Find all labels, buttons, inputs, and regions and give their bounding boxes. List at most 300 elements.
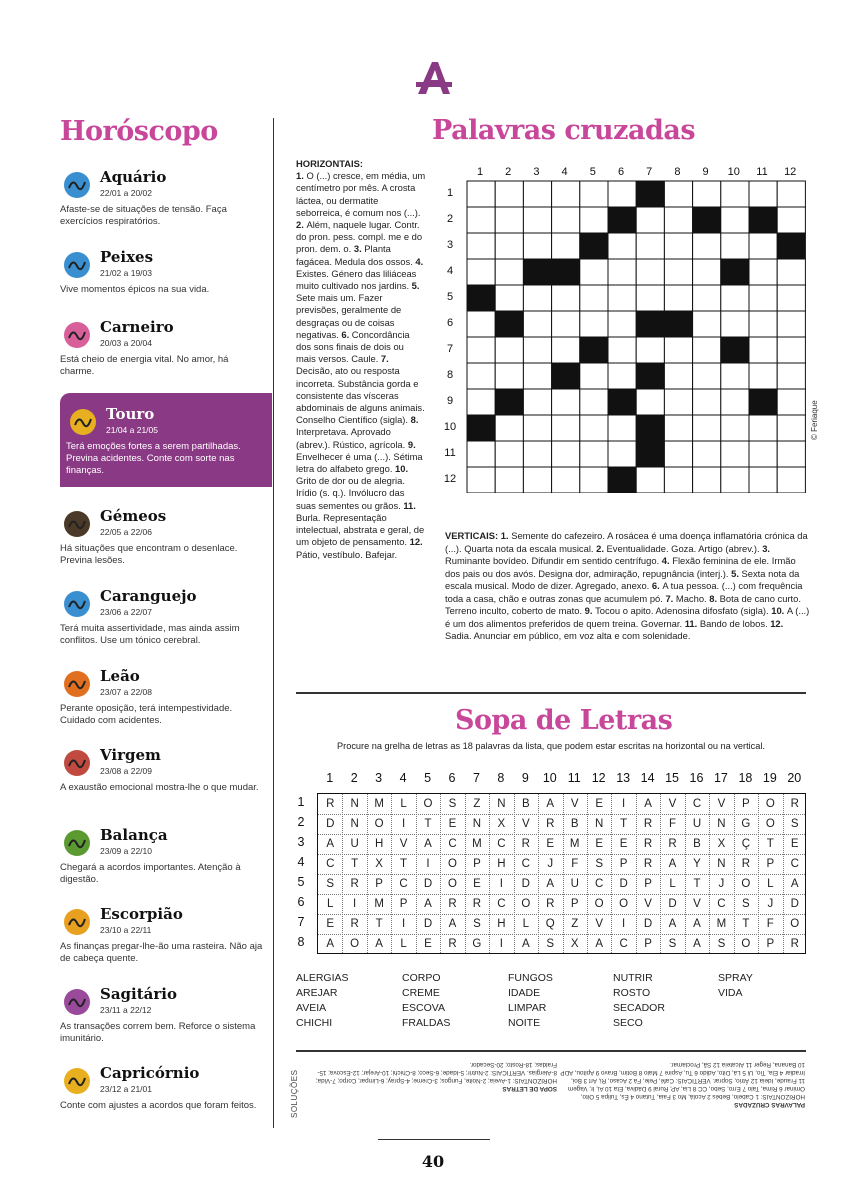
crossword-cell[interactable]	[664, 181, 692, 207]
wordsearch-letter[interactable]: I	[401, 818, 406, 830]
crossword-cell[interactable]	[552, 415, 580, 441]
wordsearch-letter[interactable]: L	[669, 878, 676, 890]
wordsearch-letter[interactable]: S	[790, 818, 799, 830]
wordsearch-letter[interactable]: R	[350, 878, 359, 890]
wordsearch-letter[interactable]: P	[644, 938, 652, 950]
wordsearch-letter[interactable]: I	[499, 878, 503, 890]
crossword-cell[interactable]	[777, 311, 805, 337]
crossword-cell[interactable]	[495, 207, 523, 233]
wordsearch-letter[interactable]: I	[353, 898, 357, 910]
wordsearch-letter[interactable]: A	[448, 918, 457, 930]
wordsearch-letter[interactable]: N	[497, 798, 506, 810]
crossword-cell[interactable]	[777, 207, 805, 233]
crossword-cell[interactable]	[580, 207, 608, 233]
wordsearch-letter[interactable]: V	[644, 898, 652, 910]
wordsearch-letter[interactable]: J	[718, 878, 725, 890]
crossword-cell[interactable]	[523, 233, 551, 259]
wordsearch-letter[interactable]: O	[374, 818, 384, 830]
crossword-cell[interactable]	[523, 467, 551, 493]
wordsearch-letter[interactable]: D	[521, 878, 530, 890]
wordsearch-letter[interactable]: C	[692, 798, 702, 810]
crossword-cell[interactable]	[721, 181, 749, 207]
wordsearch-letter[interactable]: B	[693, 838, 701, 850]
wordsearch-letter[interactable]: O	[447, 858, 457, 870]
crossword-cell[interactable]	[664, 363, 692, 389]
crossword-cell[interactable]	[721, 389, 749, 415]
crossword-cell[interactable]	[749, 363, 777, 389]
wordsearch-letter[interactable]: S	[595, 858, 603, 870]
wordsearch-letter[interactable]: T	[400, 858, 408, 870]
clue-text: Eventualidade. Goza. Artigo (abrev.).	[606, 542, 760, 554]
wordsearch-letter[interactable]: P	[399, 898, 408, 910]
wordsearch-letter[interactable]: T	[742, 918, 750, 930]
crossword-cell[interactable]	[552, 337, 580, 363]
crossword-cell[interactable]	[580, 181, 608, 207]
wordsearch-letter[interactable]: A	[521, 938, 530, 950]
crossword-cell[interactable]	[721, 233, 749, 259]
crossword-cell[interactable]	[749, 259, 777, 285]
crossword-cell[interactable]	[467, 207, 495, 233]
aquarius-icon	[60, 168, 94, 202]
wordsearch-letter[interactable]: C	[790, 858, 799, 870]
crossword-cell[interactable]	[636, 285, 664, 311]
crossword-cell[interactable]	[693, 363, 721, 389]
crossword-cell[interactable]	[608, 181, 636, 207]
crossword-cell[interactable]	[749, 415, 777, 441]
wordsearch-letter[interactable]: S	[546, 938, 555, 950]
wordsearch-letter[interactable]: X	[570, 938, 579, 950]
wordsearch-letter[interactable]: H	[374, 838, 384, 850]
wordsearch-letter[interactable]: R	[472, 898, 482, 910]
crossword-cell[interactable]	[693, 311, 721, 337]
crossword-cell[interactable]	[608, 233, 636, 259]
crossword-cell[interactable]	[580, 259, 608, 285]
crossword-cell[interactable]	[693, 441, 721, 467]
crossword-cell[interactable]	[495, 233, 523, 259]
crossword-cell[interactable]	[467, 259, 495, 285]
crossword-cell[interactable]	[636, 389, 664, 415]
crossword-row-number: 1	[446, 187, 454, 199]
wordsearch-letter[interactable]: C	[399, 878, 408, 890]
sign-text: Conte com ajustes a acordos que foram feitos.	[60, 1100, 257, 1111]
crossword-cell[interactable]	[664, 259, 692, 285]
crossword-cell[interactable]	[749, 181, 777, 207]
wordsearch-letter[interactable]: G	[741, 818, 751, 830]
wordsearch-letter[interactable]: O	[423, 798, 433, 810]
crossword-cell[interactable]	[608, 285, 636, 311]
crossword-cell[interactable]	[608, 311, 636, 337]
wordsearch-letter[interactable]: N	[717, 818, 726, 830]
wordsearch-grid[interactable]	[317, 793, 806, 954]
wordsearch-letter[interactable]: C	[717, 898, 726, 910]
crossword-cell[interactable]	[580, 415, 608, 441]
wordsearch-letter[interactable]: E	[424, 938, 432, 950]
crossword-cell[interactable]	[552, 181, 580, 207]
wordsearch-letter[interactable]: T	[351, 858, 359, 870]
sign-dates: 23/07 a 22/08	[100, 687, 152, 697]
wordsearch-letter[interactable]: T	[693, 878, 701, 890]
crossword-cell[interactable]	[467, 337, 495, 363]
wordsearch-letter[interactable]: O	[619, 898, 629, 910]
wordsearch-letter[interactable]: V	[717, 798, 726, 810]
crossword-cell[interactable]	[749, 337, 777, 363]
wordsearch-letter[interactable]: C	[619, 938, 628, 950]
crossword-cell[interactable]	[495, 441, 523, 467]
crossword-cell[interactable]	[777, 259, 805, 285]
wordsearch-letter[interactable]: I	[622, 798, 626, 810]
crossword-cell[interactable]	[495, 467, 523, 493]
crossword-cell[interactable]	[664, 389, 692, 415]
wordsearch-letter[interactable]: D	[668, 898, 677, 910]
wordsearch-letter[interactable]: D	[619, 878, 628, 890]
wordsearch-letter[interactable]: A	[644, 798, 652, 810]
wordsearch-letter[interactable]: X	[717, 838, 726, 850]
crossword-cell[interactable]	[580, 311, 608, 337]
wordsearch-letter[interactable]: U	[570, 878, 579, 890]
wordsearch-letter[interactable]: N	[472, 818, 482, 830]
wordsearch-letter[interactable]: C	[497, 898, 506, 910]
wordsearch-letter[interactable]: F	[669, 818, 677, 830]
wordsearch-letter[interactable]: C	[595, 878, 604, 890]
crossword-cell[interactable]	[749, 467, 777, 493]
clue-text: Planta fagácea. Medula dos ossos.	[296, 243, 413, 267]
clue-number: 10.	[392, 463, 409, 475]
wordsearch-letter[interactable]: Z	[473, 798, 481, 810]
wordsearch-letter[interactable]: D	[790, 898, 799, 910]
crossword-cell[interactable]	[495, 181, 523, 207]
crossword-grid[interactable]	[466, 180, 806, 493]
crossword-solutions-text: HORIZONTAIS: 1 Cabelo, Bebés 2 Acolá, Mo 3 Faia, Tutano 4 És, Tulipa 5 Oito, Ominar 6 Rima, Talo 7 Erro, Sebo, CC 8 Lia, AP, Rural 9 Dádiva, Eta 10 Ai, Ir, Vagem 11 Fraude, Ideia 12 Átrio, Soprar. VERTICAIS: Café, Pele, Fá 2 Acaso, Ri, Art 3 Boi, Irradiar 4 Ela, Tio, Ui 5 Lá, Dito, Adido 6 Tu, Aspire 7 Malo 8 Botim, Bravo 9 Apitou, ADP 10 Banana, Reger 11 Alcateia 12 Sã, Proclamar.	[560, 1061, 805, 1100]
wordsearch-letter[interactable]: U	[350, 838, 359, 850]
wordsearch-letter[interactable]: V	[693, 898, 701, 910]
wordsearch-letter[interactable]: X	[497, 818, 506, 830]
wordsearch-letter[interactable]: O	[521, 898, 531, 910]
sign-name: Virgem	[100, 746, 161, 764]
wordsearch-letter[interactable]: E	[448, 818, 457, 830]
crossword-cell[interactable]	[636, 337, 664, 363]
wordsearch-letter[interactable]: A	[595, 938, 603, 950]
wordsearch-letter[interactable]: O	[447, 878, 457, 890]
crossword-cell[interactable]	[495, 337, 523, 363]
crossword-cell[interactable]	[495, 415, 523, 441]
wordsearch-letter[interactable]: R	[790, 938, 799, 950]
wordsearch-letter[interactable]: P	[473, 858, 481, 870]
wordsearch-letter[interactable]: A	[375, 938, 383, 950]
wordsearch-letter[interactable]: Z	[571, 918, 579, 930]
wordsearch-letter[interactable]: M	[716, 918, 727, 930]
crossword-cell[interactable]	[693, 233, 721, 259]
wordsearch-letter[interactable]: R	[546, 818, 555, 830]
wordsearch-letter[interactable]: N	[717, 858, 726, 870]
wordsearch-letter[interactable]: E	[473, 878, 481, 890]
crossword-cell[interactable]	[749, 441, 777, 467]
crossword-cell[interactable]	[552, 441, 580, 467]
wordsearch-letter[interactable]: C	[497, 838, 506, 850]
crossword-cell[interactable]	[523, 311, 551, 337]
wordsearch-letter[interactable]: R	[448, 898, 457, 910]
crossword-cell[interactable]	[693, 337, 721, 363]
crossword-cell[interactable]	[777, 415, 805, 441]
crossword-cell[interactable]	[523, 181, 551, 207]
wordsearch-letter[interactable]: L	[767, 878, 774, 890]
wordsearch-letter[interactable]: V	[595, 918, 603, 930]
crossword-cell[interactable]	[721, 285, 749, 311]
crossword-cell[interactable]	[552, 207, 580, 233]
wordsearch-letter[interactable]: I	[499, 938, 503, 950]
wordsearch-letter[interactable]: P	[742, 798, 750, 810]
wordsearch-letter[interactable]: O	[765, 798, 775, 810]
wordsearch-letter[interactable]: P	[766, 858, 775, 870]
wordsearch-letter[interactable]: F	[766, 918, 774, 930]
crossword-cell[interactable]	[664, 207, 692, 233]
wordsearch-letter[interactable]: E	[326, 918, 335, 930]
crossword-cell[interactable]	[552, 285, 580, 311]
wordsearch-letter[interactable]: R	[741, 858, 751, 870]
wordsearch-letter[interactable]: Ç	[741, 838, 751, 850]
wordsearch-letter[interactable]: F	[571, 858, 579, 870]
wordsearch-letter[interactable]: A	[546, 798, 555, 810]
crossword-cell[interactable]	[608, 415, 636, 441]
wordsearch-letter[interactable]: E	[595, 838, 603, 850]
wordsearch-letter[interactable]: L	[400, 938, 407, 950]
crossword-cell[interactable]	[721, 363, 749, 389]
wordsearch-letter[interactable]: R	[643, 858, 653, 870]
crossword-cell[interactable]	[608, 259, 636, 285]
wordsearch-letter[interactable]: R	[668, 838, 677, 850]
pisces-icon	[60, 248, 94, 282]
wordsearch-letter[interactable]: D	[423, 878, 433, 890]
wordsearch-letter[interactable]: S	[473, 918, 481, 930]
wordsearch-letter[interactable]: O	[741, 938, 751, 950]
wordsearch-letter[interactable]: B	[521, 798, 530, 810]
wordsearch-letter[interactable]: J	[767, 898, 774, 910]
wordsearch-letter[interactable]: T	[620, 818, 628, 830]
crossword-cell[interactable]	[523, 207, 551, 233]
crossword-credit: © Feriaque	[810, 400, 819, 440]
crossword-cell[interactable]	[467, 181, 495, 207]
crossword-cell[interactable]	[721, 207, 749, 233]
crossword-cell[interactable]	[777, 363, 805, 389]
crossword-cell[interactable]	[777, 181, 805, 207]
wordsearch-letter[interactable]: V	[521, 818, 530, 830]
wordsearch-letter[interactable]: D	[643, 918, 653, 930]
wordsearch-letter[interactable]: V	[570, 798, 579, 810]
wordsearch-letter[interactable]: N	[595, 818, 604, 830]
wordsearch-letter[interactable]: R	[350, 918, 359, 930]
wordsearch-letter[interactable]: A	[326, 838, 335, 850]
crossword-cell[interactable]	[523, 415, 551, 441]
wordsearch-letter[interactable]: P	[375, 878, 383, 890]
crossword-cell[interactable]	[580, 467, 608, 493]
wordsearch-letter[interactable]: R	[643, 838, 653, 850]
wordsearch-letter[interactable]: V	[399, 838, 408, 850]
wordsearch-letter[interactable]: M	[569, 838, 580, 850]
wordsearch-letter[interactable]: A	[693, 938, 701, 950]
wordsearch-letter[interactable]: H	[497, 858, 506, 870]
crossword-cell[interactable]	[777, 285, 805, 311]
crossword-cell[interactable]	[608, 337, 636, 363]
crossword-cell[interactable]	[749, 311, 777, 337]
crossword-cell[interactable]	[749, 285, 777, 311]
crossword-cell[interactable]	[467, 311, 495, 337]
wordsearch-letter[interactable]: O	[350, 938, 360, 950]
wordsearch-letter[interactable]: S	[717, 938, 726, 950]
wordsearch-letter[interactable]: S	[326, 878, 335, 890]
crossword-cell[interactable]	[721, 441, 749, 467]
crossword-cell[interactable]	[636, 467, 664, 493]
wordsearch-letter[interactable]: R	[643, 818, 653, 830]
wordsearch-letter[interactable]: E	[619, 838, 628, 850]
crossword-cell[interactable]	[580, 389, 608, 415]
wordsearch-letter[interactable]: S	[668, 938, 677, 950]
crossword-cell[interactable]	[721, 311, 749, 337]
crossword-cell[interactable]	[467, 233, 495, 259]
crossword-cell[interactable]	[636, 207, 664, 233]
leo-icon	[60, 667, 94, 701]
wordsearch-letter[interactable]: X	[375, 858, 383, 870]
wordsearch-letter[interactable]: N	[350, 798, 359, 810]
wordsearch-letter[interactable]: O	[741, 878, 751, 890]
crossword-cell[interactable]	[552, 233, 580, 259]
crossword-cell[interactable]	[777, 337, 805, 363]
crossword-cell[interactable]	[693, 181, 721, 207]
clue-text: Grito de dor ou de alegria. Irídio (s. q.). Invólucro das suas sementes ou grãos.	[296, 475, 405, 511]
wordsearch-letter[interactable]: A	[326, 938, 335, 950]
crossword-cell[interactable]	[523, 337, 551, 363]
wordsearch-letter[interactable]: V	[668, 798, 677, 810]
wordsearch-letter[interactable]: O	[790, 918, 800, 930]
wordsearch-letter[interactable]: L	[400, 798, 407, 810]
crossword-cell[interactable]	[777, 467, 805, 493]
wordsearch-letter[interactable]: L	[327, 898, 334, 910]
crossword-cell[interactable]	[721, 467, 749, 493]
wordsearch-letter[interactable]: C	[448, 838, 457, 850]
crossword-cell[interactable]	[636, 233, 664, 259]
wordsearch-letter[interactable]: C	[521, 858, 530, 870]
crossword-cell[interactable]	[523, 441, 551, 467]
crossword-cell[interactable]	[693, 467, 721, 493]
crossword-cell[interactable]	[664, 285, 692, 311]
wordsearch-letter[interactable]: A	[546, 878, 555, 890]
wordsearch-letter[interactable]: O	[594, 898, 604, 910]
crossword-cell[interactable]	[693, 389, 721, 415]
wordsearch-letter[interactable]: P	[766, 938, 775, 950]
wordsearch-letter[interactable]: S	[448, 798, 457, 810]
wordsearch-letter[interactable]: B	[570, 818, 579, 830]
crossword-cell[interactable]	[495, 285, 523, 311]
word-list-column	[718, 971, 753, 1001]
crossword-cell[interactable]	[467, 441, 495, 467]
crossword-cell[interactable]	[664, 415, 692, 441]
wordsearch-letter[interactable]: R	[521, 838, 530, 850]
wordsearch-letter[interactable]: Q	[545, 918, 555, 930]
wordsearch-letter[interactable]: R	[448, 938, 457, 950]
crossword-cell[interactable]	[523, 363, 551, 389]
crossword-cell[interactable]	[749, 233, 777, 259]
crossword-cell[interactable]	[552, 467, 580, 493]
crossword-cell[interactable]	[777, 389, 805, 415]
crossword-cell[interactable]	[495, 259, 523, 285]
wordsearch-letter[interactable]: P	[619, 858, 628, 870]
crossword-cell[interactable]	[664, 441, 692, 467]
wordsearch-letter[interactable]: E	[595, 798, 603, 810]
crossword-cell[interactable]	[467, 389, 495, 415]
wordsearch-letter[interactable]: A	[790, 878, 799, 890]
crossword-cell[interactable]	[467, 467, 495, 493]
crossword-cell[interactable]	[580, 363, 608, 389]
wordsearch-letter[interactable]: Y	[693, 858, 701, 870]
crossword-cell[interactable]	[608, 441, 636, 467]
wordsearch-letter[interactable]: U	[692, 818, 702, 830]
wordsearch-letter[interactable]: A	[668, 918, 677, 930]
crossword-cell[interactable]	[664, 337, 692, 363]
wordsearch-letter[interactable]: D	[423, 918, 433, 930]
crossword-cell[interactable]	[523, 389, 551, 415]
crossword-cell[interactable]	[721, 415, 749, 441]
horoscope-title: Horóscopo	[60, 116, 218, 147]
wordsearch-letter[interactable]: I	[401, 918, 406, 930]
crossword-cell[interactable]	[693, 285, 721, 311]
crossword-cell[interactable]	[693, 259, 721, 285]
wordsearch-letter[interactable]: A	[424, 838, 432, 850]
crossword-cell[interactable]	[495, 363, 523, 389]
crossword-black-cell	[495, 389, 523, 415]
wordsearch-letter[interactable]: T	[424, 818, 432, 830]
crossword-cell[interactable]	[664, 233, 692, 259]
crossword-cell[interactable]	[777, 441, 805, 467]
wordsearch-letter[interactable]: P	[570, 898, 579, 910]
wordsearch-letter[interactable]: H	[497, 918, 506, 930]
wordsearch-letter[interactable]: R	[546, 898, 555, 910]
wordsearch-letter[interactable]: P	[644, 878, 652, 890]
wordsearch-letter[interactable]: M	[374, 898, 384, 910]
crossword-cell[interactable]	[580, 285, 608, 311]
crossword-cell[interactable]	[552, 389, 580, 415]
crossword-cell[interactable]	[552, 311, 580, 337]
wordsearch-column-number: 18	[738, 771, 753, 785]
wordsearch-letter[interactable]: I	[622, 918, 626, 930]
wordsearch-letter[interactable]: T	[375, 918, 383, 930]
wordsearch-letter[interactable]: J	[547, 858, 554, 870]
wordsearch-letter[interactable]: C	[326, 858, 335, 870]
taurus-icon	[66, 405, 100, 439]
wordsearch-letter[interactable]: A	[668, 858, 677, 870]
wordsearch-letter[interactable]: N	[350, 818, 359, 830]
crossword-cell[interactable]	[523, 285, 551, 311]
wordsearch-letter[interactable]: M	[374, 798, 384, 810]
wordsearch-letter[interactable]: R	[790, 798, 799, 810]
wordsearch-letter[interactable]: O	[765, 818, 775, 830]
wordsearch-letter[interactable]: A	[693, 918, 701, 930]
wordsearch-letter[interactable]: E	[790, 838, 799, 850]
wordsearch-letter[interactable]: M	[472, 838, 482, 850]
crossword-cell[interactable]	[467, 363, 495, 389]
crossword-cell[interactable]	[608, 363, 636, 389]
crossword-cell[interactable]	[664, 467, 692, 493]
wordsearch-letter[interactable]: R	[326, 798, 335, 810]
wordsearch-letter[interactable]: D	[326, 818, 335, 830]
wordsearch-letter[interactable]: T	[766, 838, 774, 850]
wordsearch-letter[interactable]: I	[426, 858, 430, 870]
wordsearch-letter[interactable]: S	[742, 898, 750, 910]
wordsearch-letter[interactable]: E	[546, 838, 555, 850]
wordsearch-letter[interactable]: L	[522, 918, 530, 930]
wordsearch-letter[interactable]: G	[472, 938, 482, 950]
crossword-cell[interactable]	[693, 415, 721, 441]
wordsearch-letter[interactable]: A	[424, 898, 432, 910]
crossword-cell[interactable]	[636, 259, 664, 285]
crossword-cell[interactable]	[580, 441, 608, 467]
